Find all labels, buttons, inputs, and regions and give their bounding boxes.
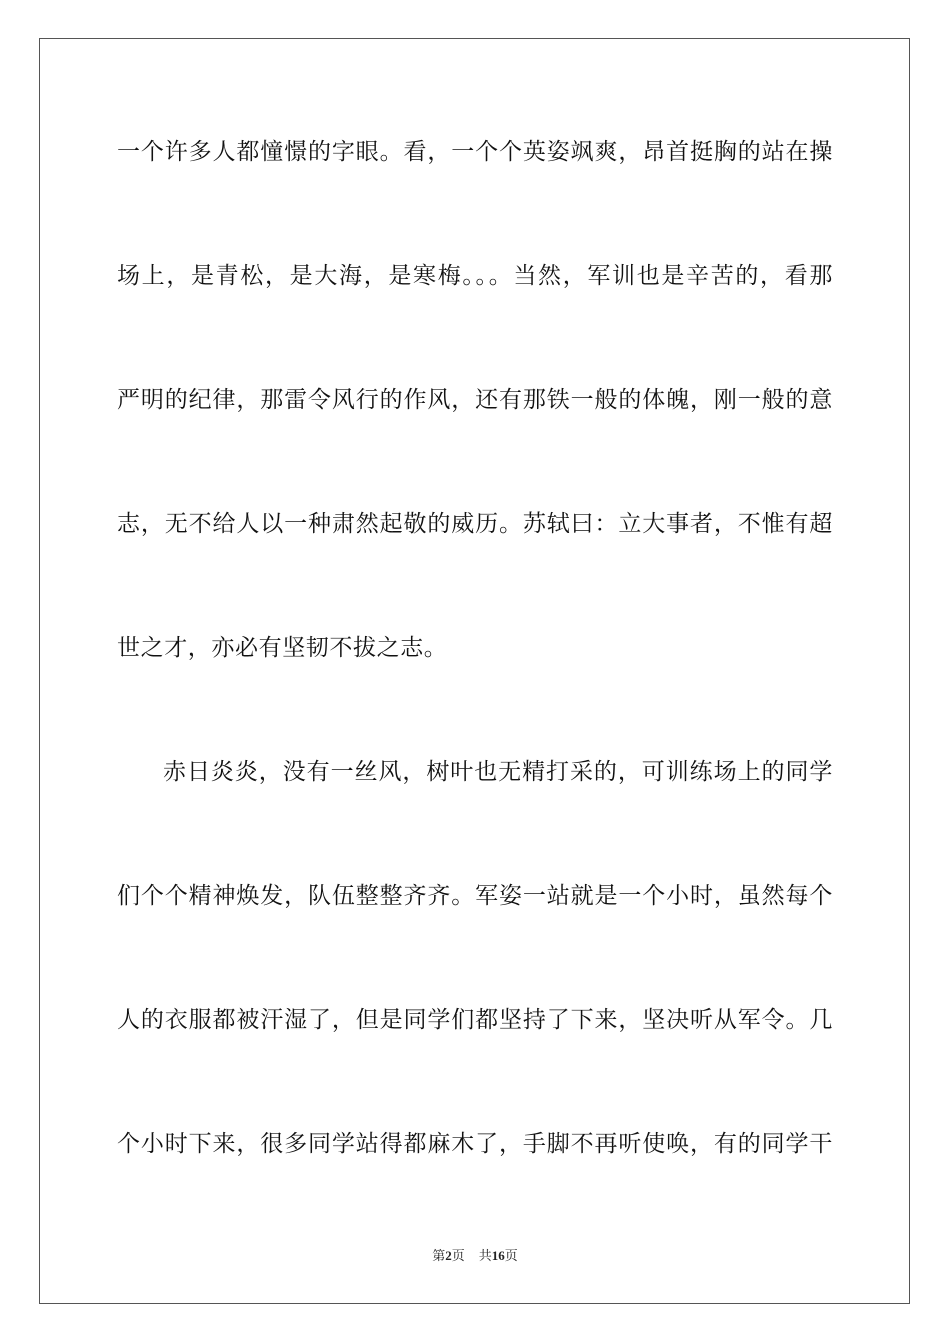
total-page-number: 16 <box>491 1248 505 1263</box>
page-label-suffix: 页 <box>451 1248 465 1263</box>
current-page-number: 2 <box>445 1248 452 1263</box>
paragraph-line: 世之才，亦必有坚韧不拔之志。 <box>117 635 448 661</box>
paragraph-line: 个小时下来，很多同学站得都麻木了，手脚不再听使唤，有的同学干 <box>117 1131 833 1157</box>
total-label-prefix: 共 <box>478 1248 492 1263</box>
paragraph-line: 志，无不给人以一种肃然起敬的威历。苏轼曰：立大事者，不惟有超 <box>117 511 833 537</box>
page-border <box>39 38 910 1304</box>
paragraph-line: 严明的纪律，那雷令风行的作风，还有那铁一般的体魄，刚一般的意 <box>117 387 833 413</box>
paragraph-line: 人的衣服都被汗湿了，但是同学们都坚持了下来，坚决听从军令。几 <box>117 1007 833 1033</box>
total-label-suffix: 页 <box>504 1248 518 1263</box>
page-label-prefix: 第 <box>432 1248 446 1263</box>
paragraph-line: 们个个精神焕发，队伍整整齐齐。军姿一站就是一个小时，虽然每个 <box>117 883 833 909</box>
paragraph-line: 场上，是青松，是大海，是寒梅。。。当然，军训也是辛苦的，看那 <box>117 263 833 289</box>
paragraph-line: 一个许多人都憧憬的字眼。看，一个个英姿飒爽，昂首挺胸的站在操 <box>117 139 833 165</box>
page-footer <box>0 1247 950 1265</box>
paragraph-line-indented: 赤日炎炎，没有一丝风，树叶也无精打采的，可训练场上的同学 <box>163 759 833 785</box>
